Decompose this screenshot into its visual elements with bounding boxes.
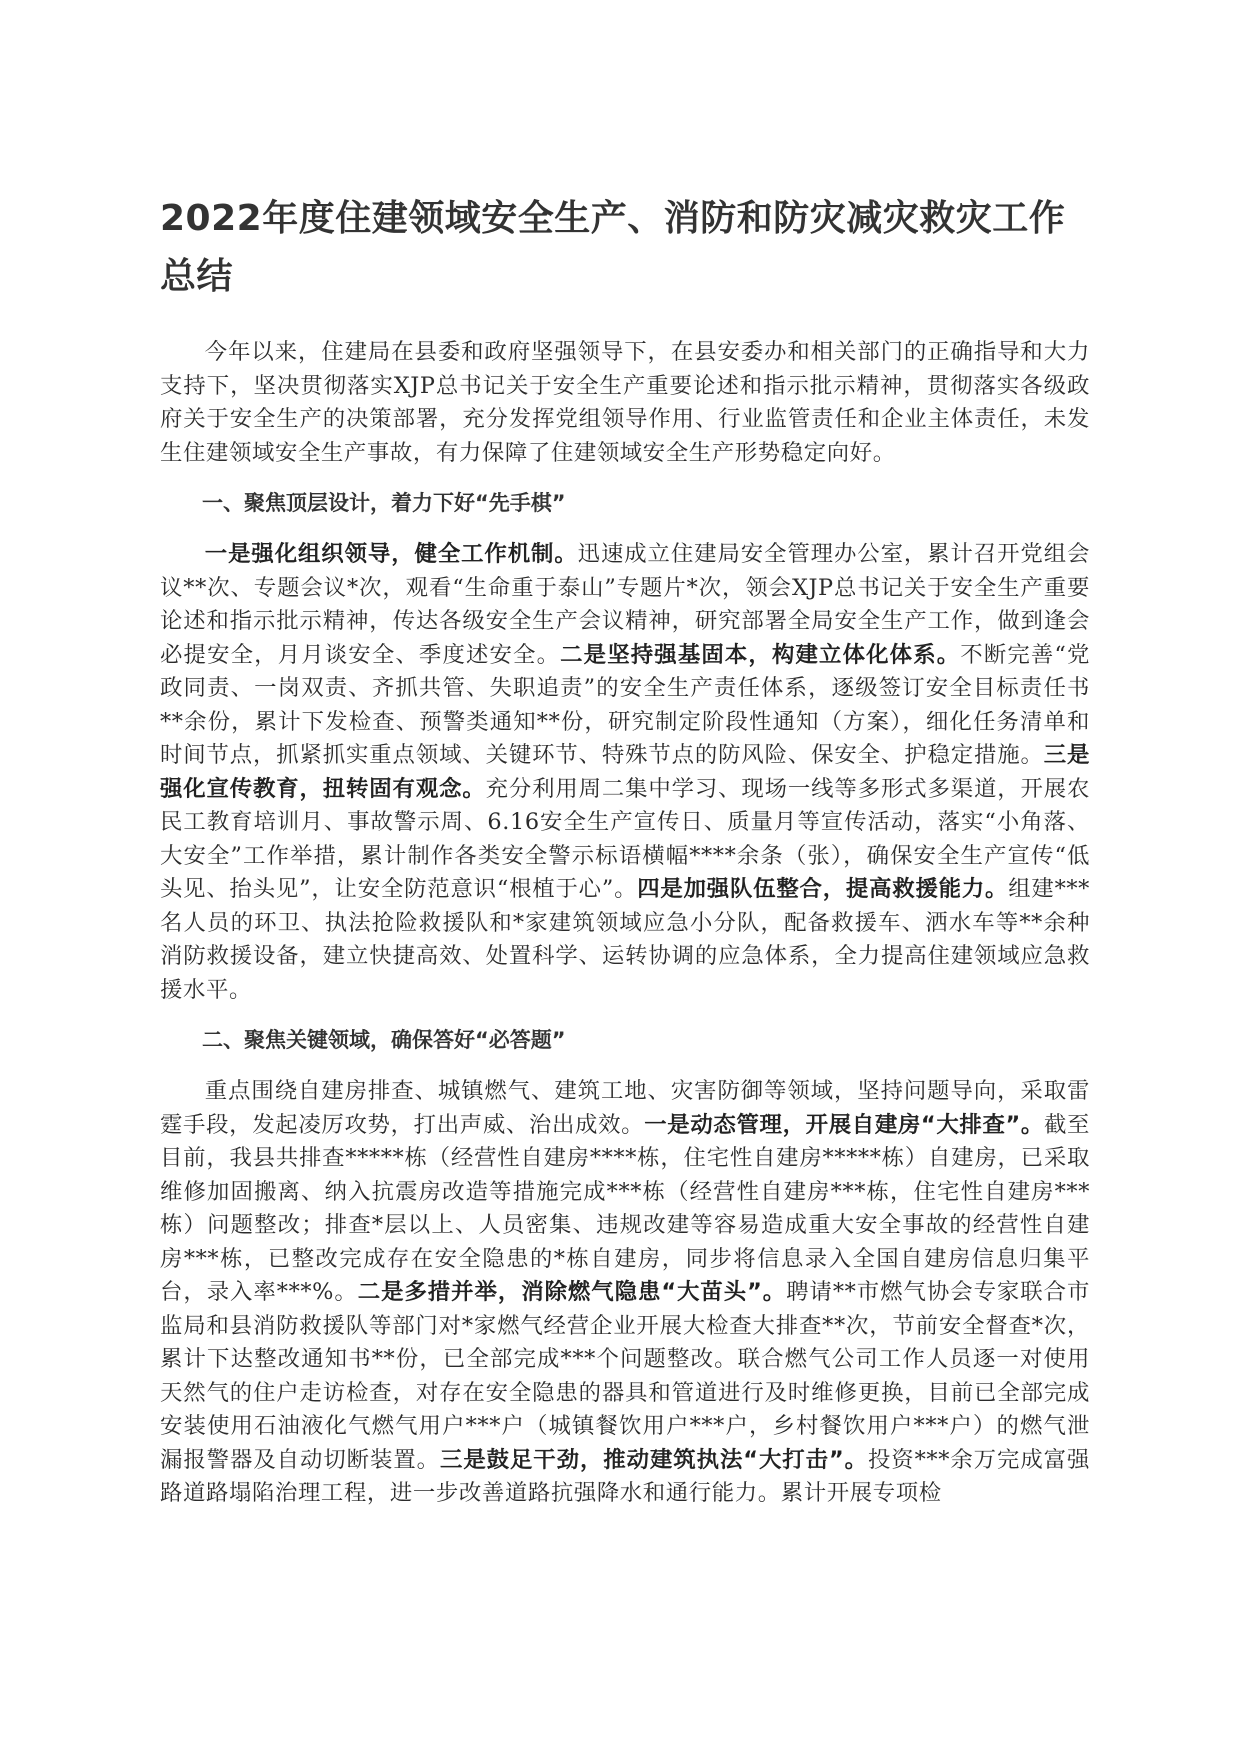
document-title: 2022年度住建领域安全生产、消防和防灾减灾救灾工作总结 [160,198,1066,297]
point-text: 组建***名人员的环卫、执法抢险救援队和*家建筑领域应急小分队，配备救援车、洒水车等**余种消防救援设备，建立快捷高效、处置科学、运转协调的应急体系，全力提高住建领域应急救援水平。 [160,876,1090,1003]
section2-paragraph [160,1075,1090,1511]
section-heading-1: 一、聚焦顶层设计，着力下好“先手棋” [202,491,566,515]
section1-paragraph [160,538,1090,1007]
point-text: 不断完善“党政同责、一岗双责、齐抓共管、失职追责”的安全生产责任体系，逐级签订安全目标责任书**余份，累计下发检查、预警类通知**份，研究制定阶段性通知（方案），细化任务清单和时间节点，抓紧抓实重点领域、关键环节、特殊节点的防风险、保安全、护稳定措施。 [160,641,1091,768]
point-title: 一是动态管理，开展自建房“大排查”。 [644,1111,1044,1138]
point-title: 二是坚持强基固本，构建立体化体系。 [560,641,961,668]
section-heading-2: 二、聚焦关键领域，确保答好“必答题” [202,1028,566,1052]
point-title: 二是多措并举，消除燃气隐患“大苗头”。 [357,1279,787,1305]
point-title: 一是强化组织领导，健全工作机制。 [204,541,578,567]
point-text: 聘请**市燃气协会专家联合市监局和县消防救援队等部门对*家燃气经营企业开展大检查大排查**次，节前安全督查*次，累计下达整改通知书**份，已全部完成***个问题整改。联合燃气公司工作人员逐一对使用天然气的住户走访检查，对存在安全隐患的器具和管道进行及时维修更换，目前已全部完成安装使用石油液化气燃气用户***户（城镇餐饮用户***户，乡村餐饮用户***户）的燃气泄漏报警器及自动切断装置。 [160,1279,1090,1473]
point-title: 三是强化宣传教育，扭转固有观念。 [160,742,1090,802]
section-lead-text: 重点围绕自建房排查、城镇燃气、建筑工地、灾害防御等领域，坚持问题导向，采取雷霆手段，发起凌厉攻势，打出声威、治出成效。 [160,1078,1090,1138]
intro-paragraph: 今年以来，住建局在县委和政府坚强领导下，在县安委办和相关部门的正确指导和大力支持下，坚决贯彻落实XJP总书记关于安全生产重要论述和指示批示精神，贯彻落实各级政府关于安全生产的决策部署，充分发挥党组领导作用、行业监管责任和企业主体责任，未发生住建领域安全生产事故，有力保障了住建领域安全生产形势稳定向好。 [160,339,1090,466]
point-text: 充分利用周二集中学习、现场一线等多形式多渠道，开展农民工教育培训月、事故警示周、6.16安全生产宣传日、质量月等宣传活动，落实“小角落、大安全”工作举措，累计制作各类安全警示标语横幅****余条（张），确保安全生产宣传“低头见、抬头见”，让安全防范意识“根植于心”。 [160,775,1090,902]
document-page [160,190,1090,1528]
point-text: 迅速成立住建局安全管理办公室，累计召开党组会议**次、专题会议*次，观看“生命重于泰山”专题片*次，领会XJP总书记关于安全生产重要论述和指示批示精神，传达各级安全生产会议精神，研究部署全局安全生产工作，做到逢会必提安全，月月谈安全、季度述安全。 [160,541,1090,668]
point-title: 三是鼓足干劲，推动建筑执法“大打击”。 [439,1446,868,1473]
point-text: 投资***余万完成富强路道路塌陷治理工程，进一步改善道路抗强降水和通行能力。累计开展专项检 [160,1446,1090,1506]
point-title: 四是加强队伍整合，提高救援能力。 [637,876,1009,902]
point-text: 截至目前，我县共排查*****栋（经营性自建房****栋，住宅性自建房*****栋）自建房，已采取维修加固搬离、纳入抗震房改造等措施完成***栋（经营性自建房***栋，住宅性自建房***栋）问题整改；排查*层以上、人员密集、违规改建等容易造成重大安全事故的经营性自建房***栋，已整改完成存在安全隐患的*栋自建房，同步将信息录入全国自建房信息归集平台，录入率***%。 [160,1111,1091,1305]
